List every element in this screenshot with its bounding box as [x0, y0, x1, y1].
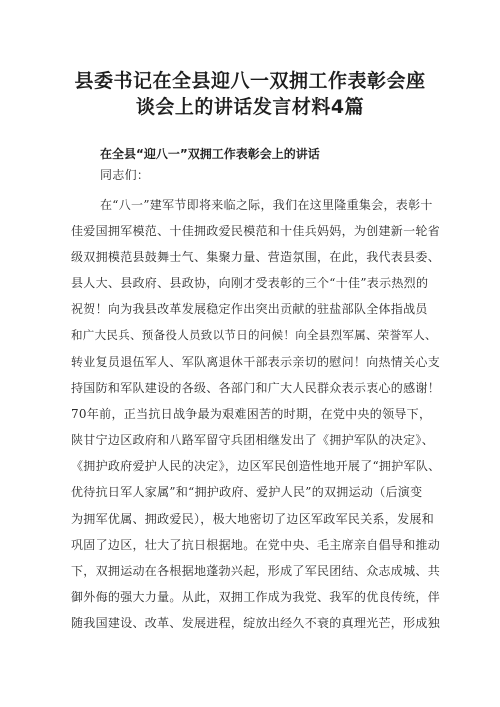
body-line: 陕甘宁边区政府和八路军留守兵团相继发出了《拥护军队的决定》、 — [71, 433, 435, 447]
body-line: 70年前，正当抗日战争最为艰难困苦的时期，在党中央的领导下， — [71, 407, 432, 421]
body-line: 佳爱国拥军模范、十佳拥政爱民模范和十佳兵妈妈，为创建新一轮省 — [71, 224, 441, 238]
body-line: 御外侮的强大力量。从此，双拥工作成为我党、我军的优良传统，伴 — [71, 590, 441, 604]
body-line: 转业复员退伍军人、军队离退休干部表示亲切的慰问！向热情关心支 — [71, 355, 441, 369]
body-line: 巩固了边区，壮大了抗日根据地。在党中央、毛主席亲自倡导和推动 — [71, 538, 441, 552]
body-line: 《拥护政府爱护人民的决定》，边区军民创造性地开展了“拥护军队、 — [71, 459, 441, 473]
body-line: 县人大、县政府、县政协，向刚才受表彰的三个“十佳”表示热烈的 — [71, 276, 429, 290]
body-line: 在“八一”建军节即将来临之际，我们在这里隆重集会，表彰十 — [100, 198, 433, 212]
body-line: 持国防和军队建设的各级、各部门和广大人民群众表示衷心的感谢！ — [71, 381, 441, 395]
body-line: 祝贺！向为我县改革发展稳定作出突出贡献的驻盐部队全体指战员 — [71, 302, 428, 316]
body-line: 优待抗日军人家属”和“拥护政府、爱护人民”的双拥运动（后演变 — [71, 485, 423, 499]
body-line: 随我国建设、改革、发展进程，绽放出经久不衰的真理光芒，形成独 — [71, 616, 441, 630]
body-line: 为拥军优属、拥政爱民），极大地密切了边区军政军民关系，发展和 — [71, 512, 435, 526]
section-heading: 在全县“迎八一”双拥工作表彰会上的讲话 — [100, 147, 320, 161]
document-title-line-1: 县委书记在全县迎八一双拥工作表彰会座 — [74, 70, 426, 92]
body-line: 下，双拥运动在各根据地蓬勃兴起，形成了军民团结、众志成城、共 — [71, 564, 441, 578]
greeting: 同志们： — [100, 168, 150, 182]
body-line: 和广大民兵、预备役人员致以节日的问候！向全县烈军属、荣誉军人、 — [71, 328, 437, 342]
body-line: 级双拥模范县鼓舞士气、集聚力量、营造氛围，在此，我代表县委、 — [71, 250, 441, 264]
document-title-line-2: 谈会上的讲话发言材料4篇 — [135, 96, 365, 118]
